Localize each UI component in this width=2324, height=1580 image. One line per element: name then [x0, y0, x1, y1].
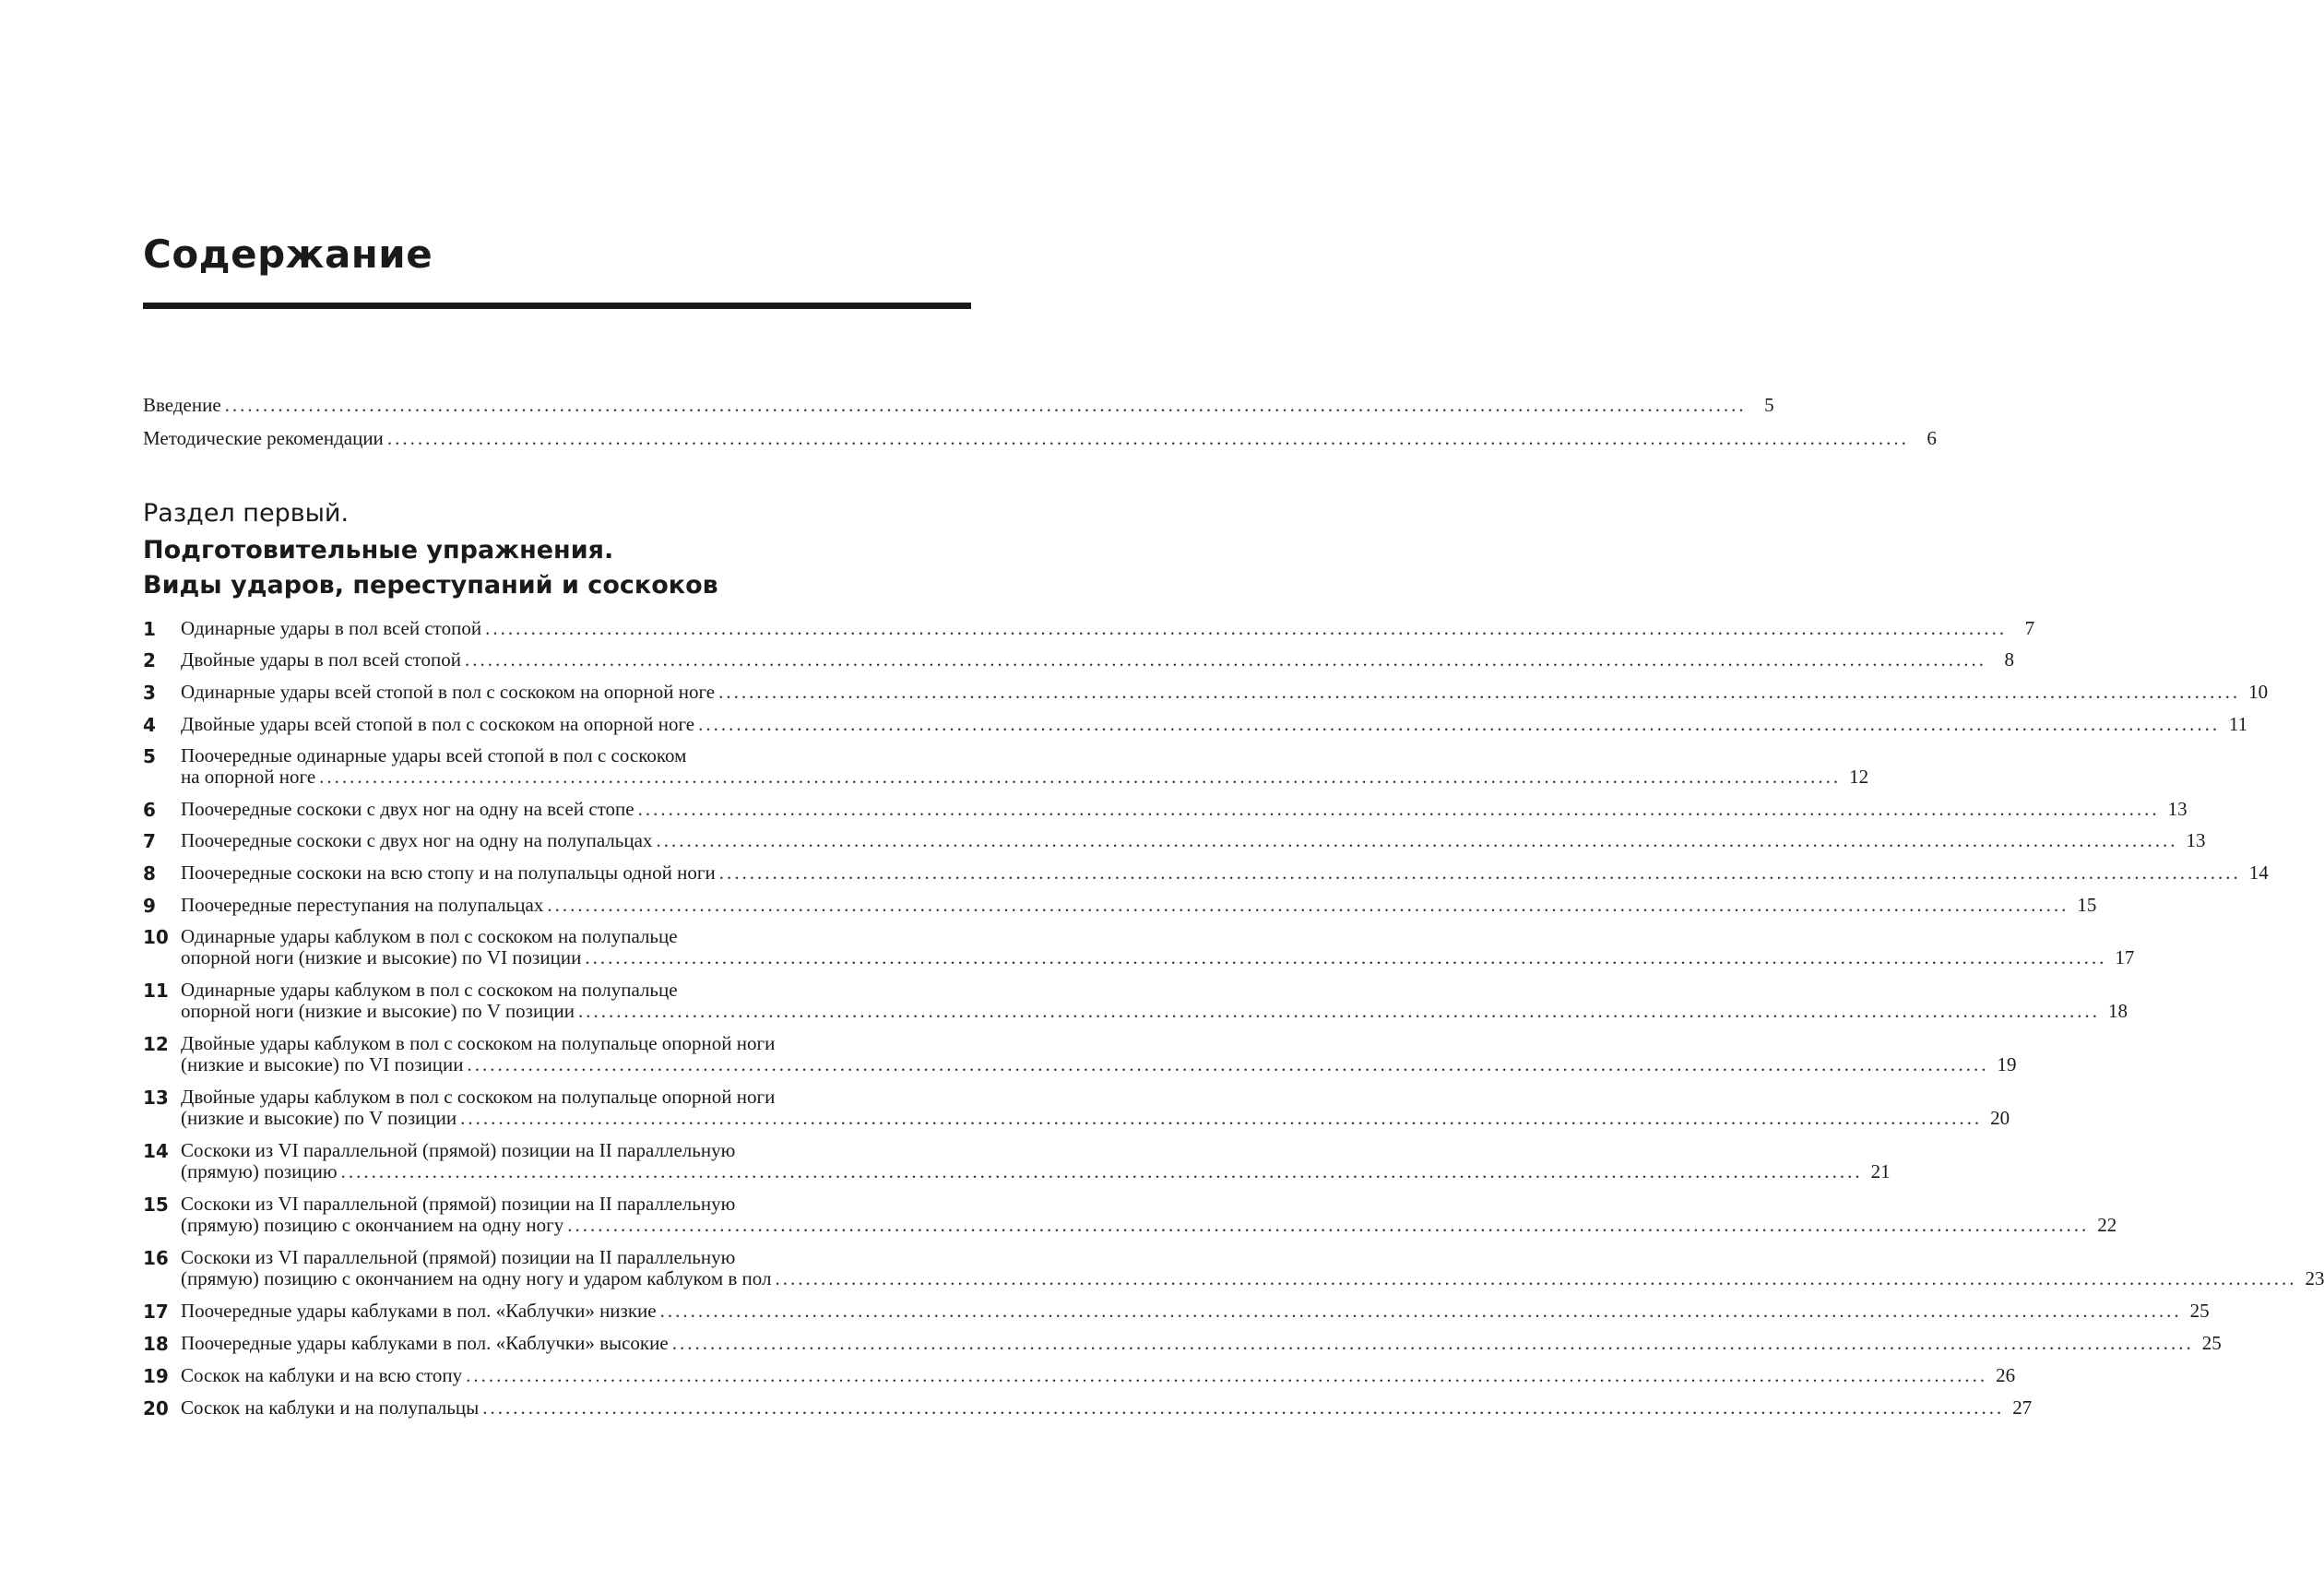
toc-entry-17[interactable]: [143, 1300, 2210, 1323]
toc-entry-5[interactable]: [143, 744, 1869, 788]
toc-entry-text: Поочередные соскоки на всю стопу и на полупальцы одной ноги: [181, 861, 716, 884]
dot-leader: ........................................................................................................................................................................................................: [224, 394, 1747, 416]
toc-page-number: 25: [2201, 1332, 2222, 1354]
toc-page-number: 12: [1849, 766, 1869, 788]
toc-entry-text: Одинарные удары в пол всей стопой: [181, 617, 482, 639]
toc-entry-text: Поочередные одинарные удары всей стопой в пол с соскоком: [181, 744, 687, 766]
toc-page-number: 15: [2077, 894, 2097, 916]
toc-entry-15[interactable]: [143, 1193, 2117, 1236]
toc-entry-text: Введение: [143, 394, 221, 416]
dot-leader: ........................................................................................................................................................................................................: [656, 829, 2178, 851]
exercise-number: 5: [143, 745, 156, 767]
page-title: Содержание: [143, 232, 433, 277]
exercise-number: 11: [143, 980, 169, 1002]
exercise-number: 13: [143, 1087, 169, 1109]
toc-entry-19[interactable]: [143, 1364, 2016, 1387]
toc-entry-text: Соскок на каблуки и на полупальцы: [181, 1396, 480, 1419]
toc-entry-9[interactable]: [143, 894, 2097, 917]
toc-entry-text: (низкие и высокие) по V позиции: [181, 1107, 457, 1129]
dot-leader: ........................................................................................................................................................................................................: [340, 1160, 1863, 1182]
toc-entry-12[interactable]: [143, 1032, 2017, 1075]
toc-entry-text: (низкие и высокие) по VI позиции: [181, 1053, 464, 1075]
dot-leader: ........................................................................................................................................................................................................: [659, 1300, 2182, 1322]
dot-leader: ........................................................................................................................................................................................................: [698, 713, 2221, 735]
toc-page-number: 13: [2167, 798, 2188, 820]
exercise-number: 18: [143, 1333, 169, 1355]
toc-entry-text: опорной ноги (низкие и высокие) по VI позиции: [181, 946, 582, 968]
toc-entry-18[interactable]: [143, 1332, 2222, 1355]
toc-page-number: 14: [2248, 861, 2269, 884]
toc-page-number: 25: [2189, 1300, 2210, 1322]
toc-page-number: 18: [2107, 1000, 2128, 1022]
dot-leader: ........................................................................................................................................................................................................: [466, 1364, 1988, 1386]
toc-page-number: 19: [1997, 1053, 2017, 1075]
section-title: [143, 533, 971, 603]
toc-entry-14[interactable]: [143, 1139, 1891, 1182]
toc-entry-20[interactable]: [143, 1396, 2033, 1420]
dot-leader: ........................................................................................................................................................................................................: [671, 1332, 2194, 1354]
dot-leader: ........................................................................................................................................................................................................: [718, 861, 2241, 884]
toc-page-number: 6: [1927, 427, 1937, 449]
toc-entry-4[interactable]: [143, 713, 2248, 736]
toc-entry-text: Поочередные удары каблуками в пол. «Каблучки» низкие: [181, 1300, 657, 1322]
toc-page-number: 11: [2228, 713, 2248, 735]
exercise-number: 16: [143, 1247, 169, 1269]
dot-leader: ........................................................................................................................................................................................................: [465, 648, 1987, 671]
toc-entry-text: Соскоки из VI параллельной (прямой) позиции на II параллельную: [181, 1139, 736, 1161]
toc-entry-text: Двойные удары каблуком в пол с соскоком на полупальце опорной ноги: [181, 1032, 776, 1054]
toc-entry-13[interactable]: [143, 1086, 2010, 1129]
exercise-number: 1: [143, 618, 156, 640]
dot-leader: ........................................................................................................................................................................................................: [547, 894, 2069, 916]
toc-page-number: 5: [1764, 394, 1774, 416]
exercise-number: 15: [143, 1194, 169, 1216]
toc-entry-8[interactable]: [143, 861, 2269, 885]
toc-entry-text: Одинарные удары всей стопой в пол с соскоком на опорной ноге: [181, 681, 716, 703]
toc-entry-10[interactable]: [143, 925, 2135, 968]
dot-leader: ........................................................................................................................................................................................................: [467, 1053, 1989, 1075]
toc-entry-text: Двойные удары в пол всей стопой: [181, 648, 462, 671]
toc-entry-1[interactable]: [143, 617, 2035, 640]
toc-page-number: 26: [1996, 1364, 2016, 1386]
dot-leader: ........................................................................................................................................................................................................: [482, 1396, 2005, 1419]
toc-entry-16[interactable]: [143, 1246, 2324, 1289]
dot-leader: ........................................................................................................................................................................................................: [577, 1000, 2100, 1022]
toc-page-number: 10: [2248, 681, 2269, 703]
toc-entry-text: на опорной ноге: [181, 766, 316, 788]
toc-entry-text: Поочередные переступания на полупальцах: [181, 894, 544, 916]
exercise-number: 3: [143, 682, 156, 704]
toc-page-number: 20: [1990, 1107, 2010, 1129]
toc-page-number: 7: [2024, 617, 2035, 639]
toc-page-number: 17: [2115, 946, 2135, 968]
exercise-number: 4: [143, 714, 156, 736]
toc-entry-3[interactable]: [143, 681, 2269, 704]
toc-page-number: 13: [2186, 829, 2206, 851]
dot-leader: ........................................................................................................................................................................................................: [319, 766, 1842, 788]
toc-entry-7[interactable]: [143, 829, 2206, 852]
dot-leader: ........................................................................................................................................................................................................: [718, 681, 2241, 703]
exercise-number: 12: [143, 1033, 169, 1055]
dot-leader: ........................................................................................................................................................................................................: [637, 798, 2160, 820]
toc-entry-6[interactable]: [143, 798, 2188, 821]
dot-leader: ........................................................................................................................................................................................................: [567, 1214, 2090, 1236]
exercise-number: 17: [143, 1301, 169, 1323]
section-title-line: Подготовительные упражнения.: [143, 536, 614, 564]
dot-leader: ........................................................................................................................................................................................................: [585, 946, 2107, 968]
exercise-number: 8: [143, 862, 156, 885]
exercise-number: 19: [143, 1365, 169, 1387]
toc-entry-2[interactable]: [143, 648, 2015, 671]
toc-entry-text: Методические рекомендации: [143, 427, 384, 449]
toc-entry-11[interactable]: [143, 979, 2128, 1022]
toc-page-number: 21: [1870, 1160, 1891, 1182]
section-prefix: Раздел первый.: [143, 499, 350, 528]
toc-entry-text: опорной ноги (низкие и высокие) по V позиции: [181, 1000, 575, 1022]
dot-leader: ........................................................................................................................................................................................................: [485, 617, 2008, 639]
section-title-line: Виды ударов, переступаний и соскоков: [143, 571, 718, 600]
toc-entry-text: Одинарные удары каблуком в пол с соскоком на полупальце: [181, 925, 678, 947]
exercise-number: 9: [143, 895, 156, 917]
toc-entry-text: (прямую) позицию: [181, 1160, 338, 1182]
exercise-number: 7: [143, 830, 156, 852]
toc-entry-text: Поочередные соскоки с двух ног на одну на всей стопе: [181, 798, 634, 820]
toc-entry-text: Соскоки из VI параллельной (прямой) позиции на II параллельную: [181, 1246, 736, 1268]
toc-page-number: 22: [2097, 1214, 2117, 1236]
toc-entry-text: Двойные удары каблуком в пол с соскоком на полупальце опорной ноги: [181, 1086, 776, 1108]
toc-page-number: 27: [2012, 1396, 2033, 1419]
toc-entry-text: Соскоки из VI параллельной (прямой) позиции на II параллельную: [181, 1193, 736, 1215]
toc-entry-text: Одинарные удары каблуком в пол с соскоком на полупальце: [181, 979, 678, 1001]
toc-page-number: 8: [2004, 648, 2015, 671]
toc-entry-guidelines[interactable]: [143, 427, 1937, 449]
toc-entry-text: Поочередные соскоки с двух ног на одну на полупальцах: [181, 829, 653, 851]
exercise-number: 6: [143, 799, 156, 821]
toc-entry-text: (прямую) позицию с окончанием на одну ногу и ударом каблуком в пол: [181, 1267, 772, 1289]
dot-leader: ........................................................................................................................................................................................................: [775, 1267, 2297, 1289]
exercise-number: 10: [143, 926, 169, 948]
exercise-number: 2: [143, 649, 156, 671]
exercise-number: 20: [143, 1397, 169, 1420]
toc-entry-intro[interactable]: [143, 394, 1774, 416]
dot-leader: ........................................................................................................................................................................................................: [386, 427, 1909, 449]
dot-leader: ........................................................................................................................................................................................................: [460, 1107, 1983, 1129]
toc-entry-text: (прямую) позицию с окончанием на одну ногу: [181, 1214, 564, 1236]
toc-entry-text: Поочередные удары каблуками в пол. «Каблучки» высокие: [181, 1332, 669, 1354]
toc-page-number: 23: [2305, 1267, 2324, 1289]
toc-entry-text: Двойные удары всей стопой в пол с соскоком на опорной ноге: [181, 713, 695, 735]
exercise-number: 14: [143, 1140, 169, 1162]
toc-entry-text: Соскок на каблуки и на всю стопу: [181, 1364, 463, 1386]
title-rule: [143, 303, 971, 309]
